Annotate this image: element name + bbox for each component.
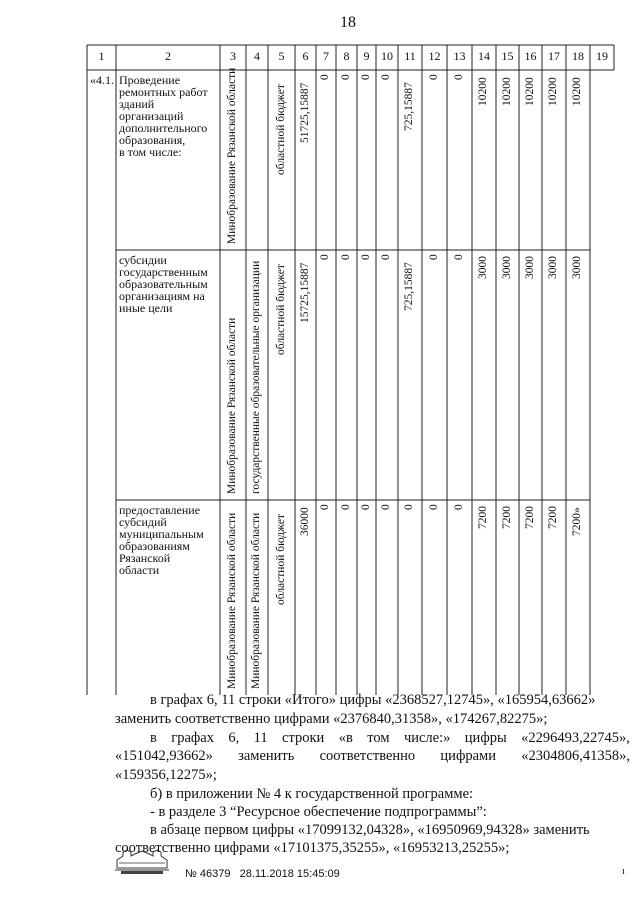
row-name-line: муниципальным <box>119 527 204 541</box>
responsible-executor: Минобразование Рязанской области <box>226 317 238 494</box>
text-span: строки <box>282 730 325 746</box>
year-amount-col7: 0 <box>319 254 331 261</box>
column-number-19: 19 <box>596 49 608 63</box>
text-span: в <box>150 730 157 746</box>
document-timestamp: 28.11.2018 15:45:09 <box>239 868 340 880</box>
year-amount-col10: 0 <box>380 504 392 511</box>
row-name-line: Рязанской <box>119 551 171 565</box>
responsible-executor: Минобразование Рязанской области <box>226 67 238 244</box>
row-name-line: субсидий <box>119 515 167 529</box>
year-amount-col18: 7200» <box>571 506 583 536</box>
year-amount-col9: 0 <box>359 504 372 511</box>
row-name-line: Проведение <box>119 73 181 87</box>
text-span: числе:» <box>403 730 451 746</box>
paragraph-line <box>115 767 217 784</box>
column-number-2: 2 <box>165 49 171 63</box>
year-amount-col10: 0 <box>380 74 392 81</box>
year-amount-col13: 0 <box>452 504 465 511</box>
participant: государственные образовательные организации <box>250 260 262 494</box>
year-amount-col18: 10200 <box>571 76 583 106</box>
year-amount-col8: 0 <box>339 504 352 511</box>
text-span: в абзаце первом цифры «17099132,04328», «16950969,94328» заменить <box>150 822 590 838</box>
margin-mark: ı <box>622 866 625 877</box>
year-amount-col12: 0 <box>427 254 440 261</box>
row-name-line: образовательным <box>119 277 208 291</box>
column-number-12: 12 <box>428 49 441 63</box>
paragraph-line <box>150 822 590 839</box>
year-amount-col9: 0 <box>359 74 372 81</box>
column-number-4: 4 <box>254 49 260 63</box>
year-amount-col8: 0 <box>339 254 352 261</box>
paragraph-line <box>115 748 630 765</box>
year-amount-col11: 725,15887 <box>403 261 415 311</box>
text-span: заменить соответственно цифрами «2376840,31358», «174267,82275»; <box>115 711 548 727</box>
text-span: «151042,93662» <box>115 748 213 764</box>
column-number-5: 5 <box>278 49 285 63</box>
text-span: б) в приложении № 4 к государственной программе: <box>150 786 474 802</box>
text-span: «2304806,41358», <box>521 748 630 764</box>
row-name-line: области <box>119 563 160 577</box>
total-amount: 15725,15887 <box>298 262 311 324</box>
text-span: заменить <box>238 748 295 764</box>
column-number-16: 16 <box>524 49 537 63</box>
paragraph-line <box>115 840 509 857</box>
year-amount-col12: 0 <box>427 74 440 81</box>
year-amount-col10: 0 <box>380 254 392 261</box>
year-amount-col13: 0 <box>452 254 465 261</box>
year-amount-col7: 0 <box>319 504 331 511</box>
row-name-line: образования, <box>119 133 186 147</box>
column-number-8: 8 <box>343 49 350 63</box>
year-amount-col16: 7200 <box>523 506 536 530</box>
row-name-line: субсидии <box>119 253 167 267</box>
stamp-emblem-icon <box>113 848 171 879</box>
year-amount-col8: 0 <box>339 74 352 81</box>
row-name-line: в том числе: <box>119 145 182 159</box>
year-amount-col14: 3000 <box>477 256 489 280</box>
column-number-3: 3 <box>230 49 236 63</box>
text-span: соответственно <box>319 748 416 764</box>
year-amount-col17: 10200 <box>547 76 559 106</box>
total-amount: 36000 <box>298 506 311 536</box>
column-number-6: 6 <box>302 49 309 63</box>
column-number-14: 14 <box>478 49 490 63</box>
row-name-line: организаций <box>119 109 184 123</box>
year-amount-col7: 0 <box>319 74 331 81</box>
year-amount-col15: 10200 <box>500 76 513 106</box>
text-span: «2296493,22745», <box>521 730 630 746</box>
participant: Минобразование Рязанской области <box>250 512 262 689</box>
text-span: 11 <box>253 730 268 746</box>
row-name-line: организациям на <box>119 289 205 303</box>
row-name-line: государственным <box>119 265 208 279</box>
text-span: - в разделе 3 “Ресурсное обеспечение подпрограммы”: <box>150 804 487 820</box>
year-amount-col15: 3000 <box>500 256 513 280</box>
total-amount: 51725,15887 <box>298 82 311 144</box>
text-span: 6, <box>228 730 240 746</box>
row-name-line: предоставление <box>119 503 201 517</box>
responsible-executor: Минобразование Рязанской области <box>226 512 238 689</box>
year-amount-col16: 10200 <box>523 76 536 106</box>
paragraph-line <box>150 692 595 709</box>
column-number-1: 1 <box>98 49 105 63</box>
funding-source: областной бюджет <box>274 263 287 355</box>
paragraph-line <box>150 730 630 747</box>
year-amount-col16: 3000 <box>523 256 536 280</box>
column-number-13: 13 <box>453 49 466 63</box>
column-number-7: 7 <box>323 49 329 63</box>
year-amount-col14: 10200 <box>477 76 489 106</box>
year-amount-col17: 3000 <box>547 256 559 280</box>
row-name-line: ремонтных работ <box>119 85 208 99</box>
paragraph-line <box>115 711 547 728</box>
text-span: цифры <box>464 730 507 746</box>
page-number: 18 <box>340 14 356 31</box>
year-amount-col14: 7200 <box>477 506 489 530</box>
row-number: «4.1. <box>90 73 114 87</box>
paragraph-line <box>150 804 487 821</box>
column-number-9: 9 <box>363 49 370 63</box>
year-amount-col12: 0 <box>427 504 440 511</box>
text-span: соответственно цифрами «17101375,35255», «16953213,25255»; <box>115 840 510 856</box>
year-amount-col17: 7200 <box>547 506 559 530</box>
row-name-line: зданий <box>119 97 155 111</box>
document-number: № 46379 <box>185 868 231 880</box>
funding-source: областной бюджет <box>274 83 287 175</box>
funding-source: областной бюджет <box>274 513 287 605</box>
row-name-line: дополнительного <box>119 121 208 135</box>
column-number-17: 17 <box>548 49 560 63</box>
text-span: «в <box>338 730 353 746</box>
year-amount-col15: 7200 <box>500 506 513 530</box>
year-amount-col11: 725,15887 <box>403 81 415 131</box>
column-number-11: 11 <box>404 49 416 63</box>
text-span: «159356,12275»; <box>115 767 217 783</box>
column-number-15: 15 <box>501 49 514 63</box>
text-span: цифрами <box>440 748 496 764</box>
column-number-10: 10 <box>381 49 393 63</box>
text-span: графах <box>171 730 214 746</box>
document-footer <box>185 868 340 880</box>
year-amount-col9: 0 <box>359 254 372 261</box>
text-span: в графах 6, 11 строки «Итого» цифры «2368527,12745», «165954,63662» <box>150 692 596 708</box>
year-amount-col13: 0 <box>452 74 465 81</box>
year-amount-col18: 3000 <box>571 256 583 280</box>
text-span: том <box>367 730 390 746</box>
row-name-line: иные цели <box>119 301 173 315</box>
year-amount-col11: 0 <box>403 504 415 511</box>
paragraph-line <box>150 786 473 803</box>
column-number-18: 18 <box>572 49 584 63</box>
row-name-line: образованиям <box>119 539 190 553</box>
